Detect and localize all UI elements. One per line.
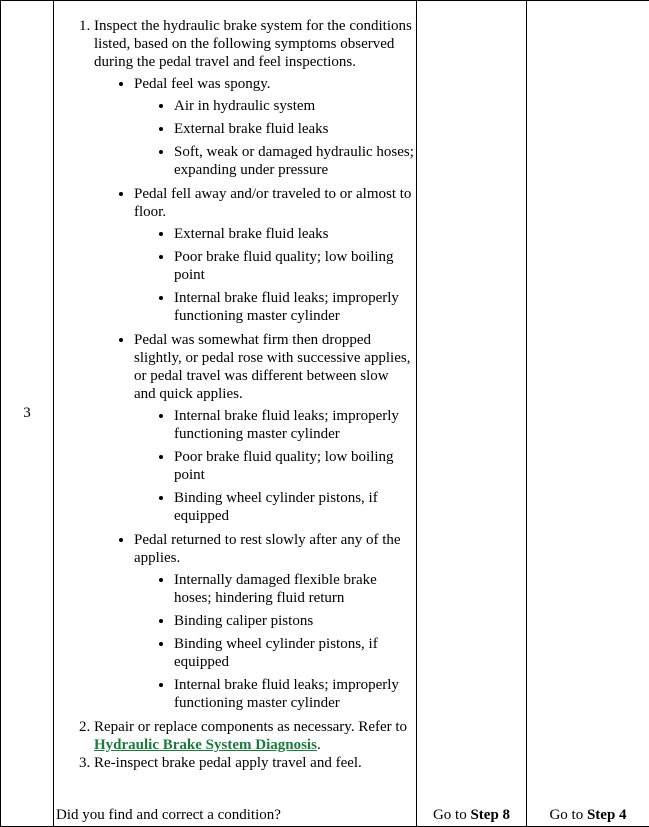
symptom-item bbox=[134, 331, 414, 525]
condition-list bbox=[134, 571, 414, 712]
action-item-1-text: Inspect the hydraulic brake system for the conditions listed, based on the following symptoms observed during the pedal travel and feel inspections. bbox=[94, 18, 412, 70]
no-prefix: Go to bbox=[549, 807, 587, 823]
condition-item: • Internal brake fluid leaks; improperly functioning master cylinder bbox=[174, 407, 414, 443]
action-item-1 bbox=[94, 17, 416, 712]
condition-item: • Internally damaged flexible brake hoses; hindering fluid return bbox=[174, 571, 414, 607]
action-item-2 bbox=[94, 718, 416, 754]
symptom-text: Pedal feel was spongy. bbox=[134, 76, 271, 92]
symptom-item bbox=[134, 531, 414, 712]
action-cell bbox=[54, 1, 417, 827]
symptom-item bbox=[134, 185, 414, 325]
action-list bbox=[54, 1, 416, 772]
condition-list bbox=[134, 97, 414, 179]
symptom-text: Pedal was somewhat firm then dropped slightly, or pedal rose with successive applies, or pedal travel was different between slow and quick applies. bbox=[134, 332, 411, 402]
step-number: 3 bbox=[23, 405, 31, 421]
action-item-2-text: Repair or replace components as necessary. Refer to bbox=[94, 719, 408, 735]
condition-item: • Binding wheel cylinder pistons, if equipped bbox=[174, 635, 414, 671]
condition-item: • Internal brake fluid leaks; improperly functioning master cylinder bbox=[174, 676, 414, 712]
condition-item: • Binding caliper pistons bbox=[174, 612, 414, 630]
action-item-3 bbox=[94, 754, 416, 772]
yes-cell bbox=[417, 1, 527, 827]
symptom-item bbox=[134, 75, 414, 179]
hydraulic-brake-diagnosis-link[interactable]: Hydraulic Brake System Diagnosis bbox=[94, 737, 317, 753]
condition-list bbox=[134, 407, 414, 525]
yes-outcome bbox=[417, 806, 526, 824]
condition-item: • Poor brake fluid quality; low boiling point bbox=[174, 248, 414, 284]
symptom-list bbox=[94, 75, 414, 712]
yes-prefix: Go to bbox=[432, 807, 471, 823]
action-item-3-text: Re-inspect brake pedal apply travel and feel. bbox=[94, 755, 362, 771]
symptom-text: Pedal returned to rest slowly after any of the applies. bbox=[134, 532, 401, 566]
step-number-cell bbox=[1, 1, 54, 827]
condition-item: • External brake fluid leaks bbox=[174, 225, 414, 243]
condition-item: • Air in hydraulic system bbox=[174, 97, 414, 115]
condition-item: • External brake fluid leaks bbox=[174, 120, 414, 138]
step-row bbox=[1, 1, 649, 827]
condition-item: • Soft, weak or damaged hydraulic hoses; expanding under pressure bbox=[174, 143, 414, 179]
no-step-link[interactable]: Step 4 bbox=[586, 807, 627, 823]
yes-step-link[interactable]: Step 8 bbox=[470, 807, 511, 823]
condition-item: • Binding wheel cylinder pistons, if equipped bbox=[174, 489, 414, 525]
no-outcome bbox=[527, 806, 649, 824]
condition-item: • Internal brake fluid leaks; improperly functioning master cylinder bbox=[174, 289, 414, 325]
no-cell bbox=[527, 1, 649, 827]
action-item-2-period: . bbox=[316, 737, 321, 753]
condition-item: • Poor brake fluid quality; low boiling point bbox=[174, 448, 414, 484]
symptom-text: Pedal fell away and/or traveled to or almost to floor. bbox=[134, 186, 412, 220]
step-question: Did you find and correct a condition? bbox=[56, 807, 281, 823]
condition-list bbox=[134, 225, 414, 325]
